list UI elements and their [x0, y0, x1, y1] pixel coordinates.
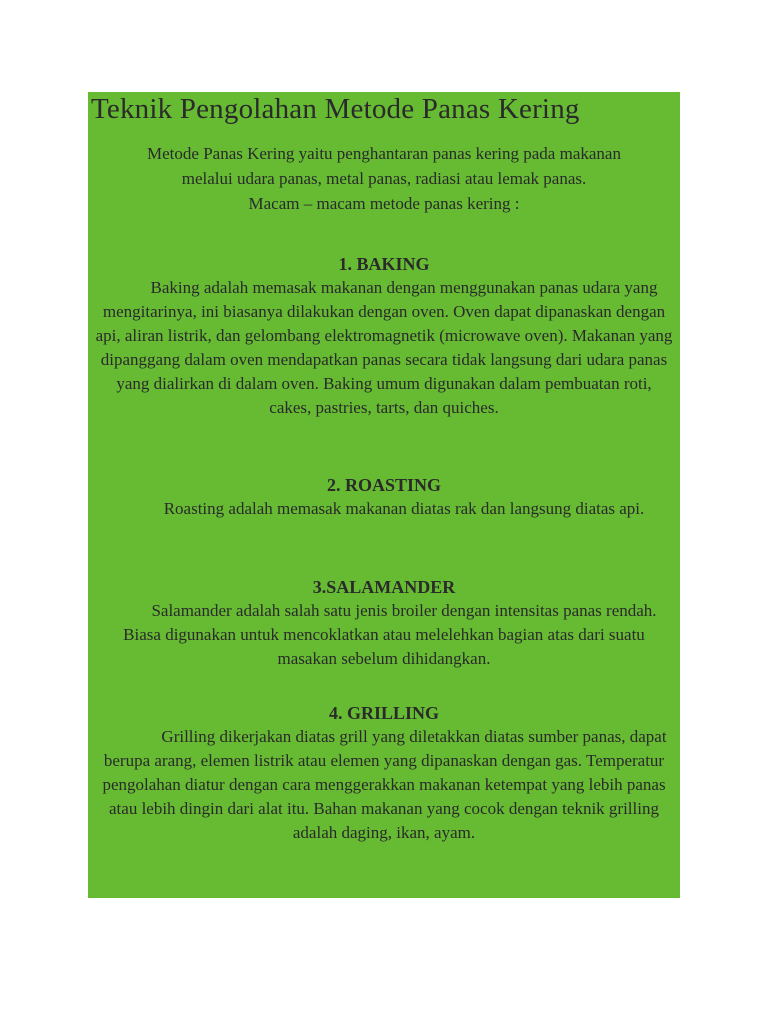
- section-heading-roasting: 2. ROASTING: [326, 475, 442, 495]
- green-content-panel: [88, 92, 680, 898]
- section-text: Roasting adalah memasak makanan diatas rak dan langsung diatas api.: [163, 499, 645, 518]
- intro-paragraph: [88, 141, 680, 216]
- document-title: Teknik Pengolahan Metode Panas Kering: [91, 93, 580, 125]
- section-heading-baking: 1. BAKING: [338, 254, 430, 274]
- section-text: Salamander adalah salah satu jenis broiler dengan intensitas panas rendah. Biasa digunakan untuk mencoklatkan atau melelehkan bagian atas dari suatu masakan sebelum dihidangkan.: [123, 601, 657, 668]
- intro-line: melalui udara panas, metal panas, radiasi atau lemak panas.: [181, 169, 587, 188]
- section-heading-grilling: 4. GRILLING: [328, 703, 440, 723]
- section-body-salamander: [94, 599, 674, 671]
- intro-line: Macam – macam metode panas kering :: [248, 194, 520, 213]
- section-body-baking: [94, 276, 674, 420]
- section-heading-salamander: 3.SALAMANDER: [312, 577, 456, 597]
- section-body-grilling: [94, 725, 674, 845]
- section-body-roasting: [94, 497, 674, 521]
- intro-line: Metode Panas Kering yaitu penghantaran panas kering pada makanan: [147, 144, 621, 163]
- section-text: Grilling dikerjakan diatas grill yang diletakkan diatas sumber panas, dapat berupa arang, elemen listrik atau elemen yang dipanaskan dengan gas. Temperatur pengolahan diatur dengan cara menggerakkan makanan ketempat yang lebih panas atau lebih dingin dari alat itu. Bahan makanan yang cocok dengan teknik grilling adalah daging, ikan, ayam.: [102, 727, 667, 842]
- section-text: Baking adalah memasak makanan dengan menggunakan panas udara yang mengitarinya, ini biasanya dilakukan dengan oven. Oven dapat dipanaskan dengan api, aliran listrik, dan gelombang elektromagnetik (microwave oven). Makanan yang dipanggang dalam oven mendapatkan panas secara tidak langsung dari udara panas yang dialirkan di dalam oven. Baking umum digunakan dalam pembuatan roti, cakes, pastries, tarts, dan quiches.: [95, 278, 673, 417]
